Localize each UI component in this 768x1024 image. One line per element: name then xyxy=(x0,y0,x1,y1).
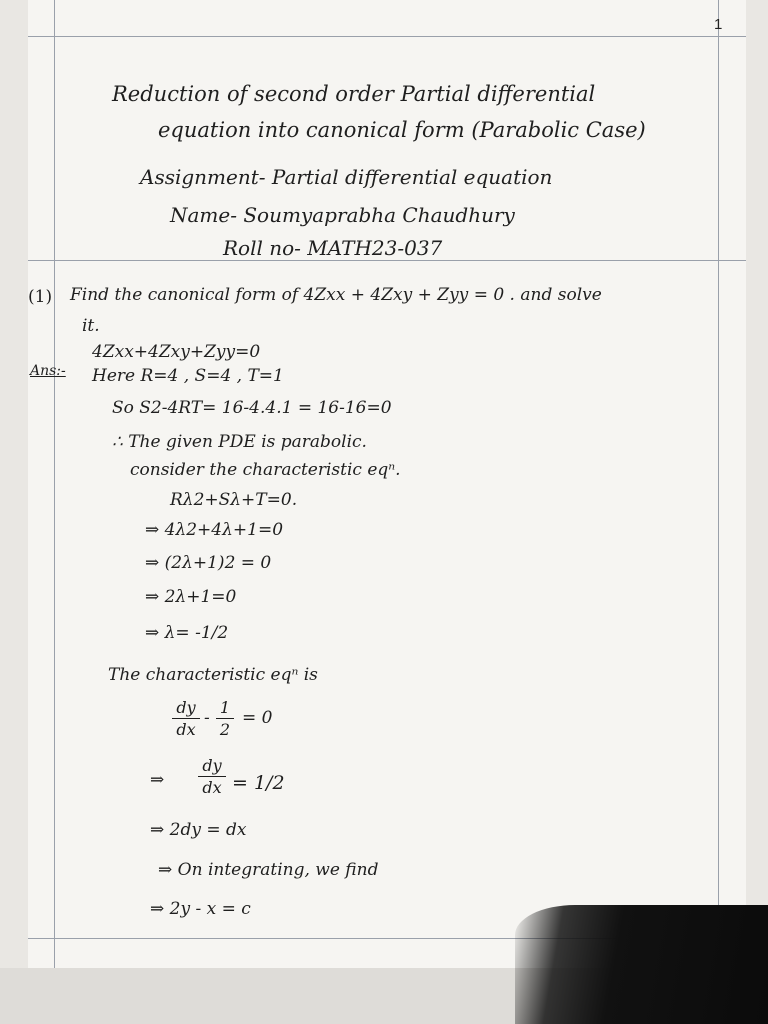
question-number: (1) xyxy=(28,287,53,307)
question-text-line-1: Find the canonical form of 4Zxx + 4Zxy + Zyy = 0 . and solve xyxy=(70,285,602,305)
top-rule xyxy=(28,36,746,37)
answer-line-char-eqn: Rλ2+Sλ+T=0. xyxy=(170,490,298,510)
answer-line-characteristic: The characteristic eqⁿ is xyxy=(108,665,318,685)
page-number: 1 xyxy=(714,16,723,33)
fraction-numerator: 1 xyxy=(219,698,231,717)
equals-one-half: = 1/2 xyxy=(232,772,285,794)
answer-line-integrating: ⇒ On integrating, we find xyxy=(158,860,379,880)
photo-shadow xyxy=(515,905,768,1024)
fraction-denominator: dx xyxy=(202,778,222,797)
fraction-dy-dx-1 xyxy=(172,698,200,739)
fraction-bar xyxy=(172,718,200,719)
answer-line-discriminant: So S2-4RT= 16-4.4.1 = 16-16=0 xyxy=(112,398,392,418)
equals-zero: = 0 xyxy=(242,708,273,728)
fraction-numerator: dy xyxy=(202,756,222,775)
fraction-one-half xyxy=(216,698,234,739)
answer-line-coefficients: Here R=4 , S=4 , T=1 xyxy=(92,366,284,386)
title-line-2: equation into canonical form (Parabolic Case) xyxy=(158,118,646,142)
implies-arrow: ⇒ xyxy=(150,770,165,790)
answer-line-solution: ⇒ 2y - x = c xyxy=(150,899,251,919)
answer-line-linear: ⇒ 2λ+1=0 xyxy=(145,587,237,607)
answer-line-parabolic: ∴ The given PDE is parabolic. xyxy=(112,432,367,452)
right-margin-line xyxy=(718,0,719,968)
fraction-dy-dx-2 xyxy=(198,756,226,797)
fraction-denominator: dx xyxy=(176,720,196,739)
answer-line-lambda: ⇒ λ= -1/2 xyxy=(145,623,229,643)
fraction-denominator: 2 xyxy=(219,720,231,739)
header-divider xyxy=(28,260,746,261)
title-line-1: Reduction of second order Partial differential xyxy=(112,82,596,106)
fraction-numerator: dy xyxy=(176,698,196,717)
fraction-bar xyxy=(216,718,234,719)
roll-number: Roll no- MATH23-037 xyxy=(223,236,443,260)
fraction-bar xyxy=(198,776,226,777)
answer-line-equation: 4Zxx+4Zxy+Zyy=0 xyxy=(92,342,261,362)
assignment-line: Assignment- Partial differential equation xyxy=(140,165,553,189)
minus-sign: - xyxy=(204,708,210,728)
answer-line-quadratic: ⇒ 4λ2+4λ+1=0 xyxy=(145,520,284,540)
notebook-page xyxy=(28,0,746,968)
question-text-line-2: it. xyxy=(82,316,100,336)
answer-line-consider: consider the characteristic eqⁿ. xyxy=(130,460,401,480)
answer-line-separated: ⇒ 2dy = dx xyxy=(150,820,247,840)
student-name: Name- Soumyaprabha Chaudhury xyxy=(170,203,515,227)
answer-line-square: ⇒ (2λ+1)2 = 0 xyxy=(145,553,272,573)
left-margin-line xyxy=(54,0,55,968)
answer-label: Ans:- xyxy=(30,363,66,379)
